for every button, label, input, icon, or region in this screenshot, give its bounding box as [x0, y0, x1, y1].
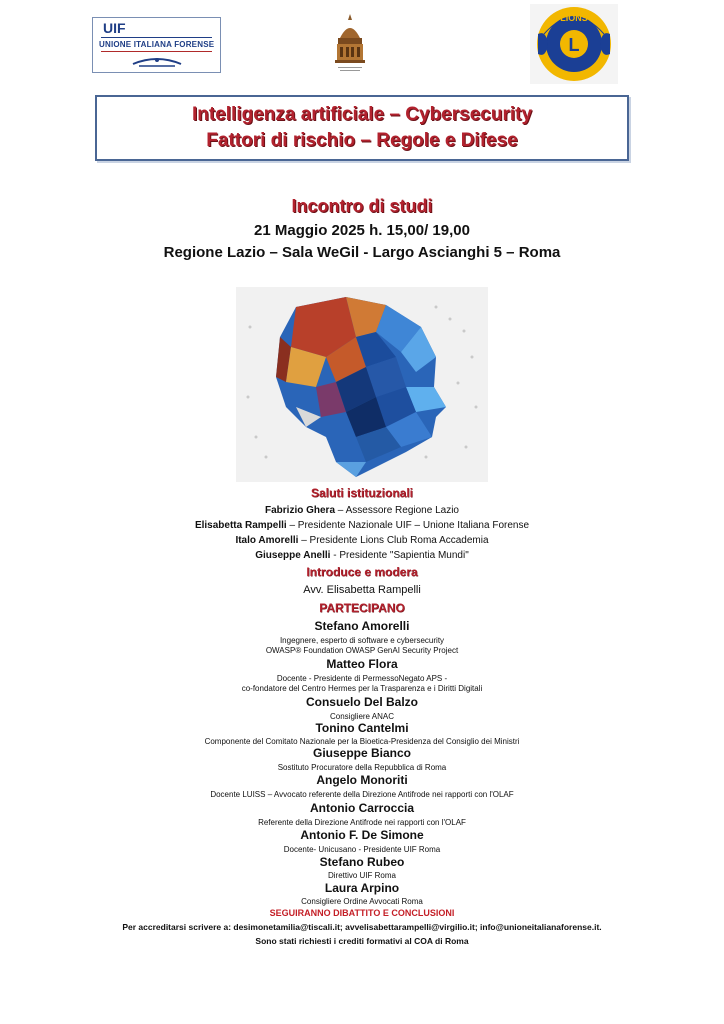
speaker-desc: Direttivo UIF Roma	[327, 871, 396, 880]
speaker-name: Laura Arpino	[324, 881, 400, 895]
moderator-name: Avv. Elisabetta Rampelli	[303, 584, 421, 596]
uif-logo-divider	[101, 37, 212, 38]
speaker-desc: co-fondatore del Centro Hermes per la Trasparenza e i Diritti Digitali	[241, 684, 483, 693]
uif-logo-divider-red	[101, 51, 212, 52]
svg-text:L: L	[568, 35, 580, 55]
speaker-desc: Docente LUISS – Avvocato referente della Direzione Antifrode nei rapporti con l'OLAF	[210, 790, 514, 799]
emblem-icon	[330, 12, 370, 76]
speaker-desc: Docente- Unicusano - Presidente UIF Roma	[283, 845, 441, 854]
speaker-name: Stefano Amorelli	[314, 619, 410, 633]
closing-note: SEGUIRANNO DIBATTITO E CONCLUSIONI	[269, 908, 455, 918]
saluti-item	[0, 520, 724, 531]
title-line-2: Fattori di rischio – Regole e Difese	[206, 130, 518, 151]
speaker-desc: Sostituto Procuratore della Repubblica di Roma	[277, 763, 447, 772]
saluti-role: – Presidente Nazionale UIF – Unione Italiana Forense	[289, 520, 530, 531]
saluti-role: - Presidente "Sapientia Mundi"	[333, 550, 469, 561]
speaker-desc: Docente - Presidente di PermessoNegato APS -	[276, 674, 448, 683]
speaker-name: Giuseppe Bianco	[312, 746, 412, 760]
saluti-role: – Assessore Regione Lazio	[337, 505, 459, 516]
event-date: 21 Maggio 2025 h. 15,00/ 19,00	[254, 222, 470, 239]
speaker-desc: OWASP® Foundation OWASP GenAI Security Project	[265, 646, 459, 655]
partecipano-heading: PARTECIPANO	[319, 601, 405, 615]
speaker-name: Stefano Rubeo	[319, 855, 405, 869]
svg-text:LIONS: LIONS	[560, 13, 588, 23]
title-box	[95, 95, 629, 161]
contact-info: Per accreditarsi scrivere a: desimonetamilia@tiscali.it; avvelisabettarampelli@virgilio.it; info@unioneitalianaforense.it.	[122, 922, 602, 932]
introduce-heading: Introduce e modera	[306, 565, 418, 579]
speaker-desc: Ingegnere, esperto di software e cybersecurity	[279, 636, 445, 645]
saluti-role: – Presidente Lions Club Roma Accademia	[301, 535, 489, 546]
event-location: Regione Lazio – Sala WeGil - Largo Ascianghi 5 – Roma	[163, 244, 561, 261]
saluti-name: Fabrizio Ghera	[265, 505, 336, 516]
saluti-name: Giuseppe Anelli	[255, 550, 331, 561]
lions-international-icon	[530, 4, 618, 84]
uif-scales-icon	[129, 54, 185, 70]
speaker-name: Consuelo Del Balzo	[305, 695, 418, 709]
speaker-name: Antonio Carroccia	[309, 801, 414, 815]
uif-logo-title: UIF	[103, 20, 126, 36]
saluti-name: Elisabetta Rampelli	[194, 520, 287, 531]
brain-polygon-icon	[236, 287, 488, 482]
speaker-desc: Componente del Comitato Nazionale per la Bioetica-Presidenza del Consiglio dei Ministri	[204, 737, 520, 746]
credits-note: Sono stati richiesti i crediti formativi al COA di Roma	[255, 936, 469, 946]
uif-logo	[92, 17, 221, 73]
speaker-name: Matteo Flora	[326, 657, 398, 671]
speaker-name: Tonino Cantelmi	[315, 721, 409, 735]
uif-logo-subtitle: UNIONE ITALIANA FORENSE	[99, 40, 215, 49]
saluti-name: Italo Amorelli	[235, 535, 299, 546]
saluti-heading: Saluti istituzionali	[310, 486, 413, 500]
speaker-desc: Referente della Direzione Antifrode nei rapporti con l'OLAF	[258, 818, 466, 827]
saluti-item	[0, 505, 724, 516]
saluti-item	[0, 550, 724, 561]
event-heading: Incontro di studi	[291, 196, 433, 216]
ai-brain-illustration	[236, 287, 488, 482]
title-line-1: Intelligenza artificiale – Cybersecurity	[191, 104, 533, 125]
speaker-desc: Consigliere Ordine Avvocati Roma	[301, 897, 423, 906]
speaker-desc: Consigliere ANAC	[329, 712, 395, 721]
speaker-name: Angelo Monoriti	[316, 773, 408, 787]
speaker-name: Antonio F. De Simone	[300, 828, 424, 842]
saluti-item	[0, 535, 724, 546]
